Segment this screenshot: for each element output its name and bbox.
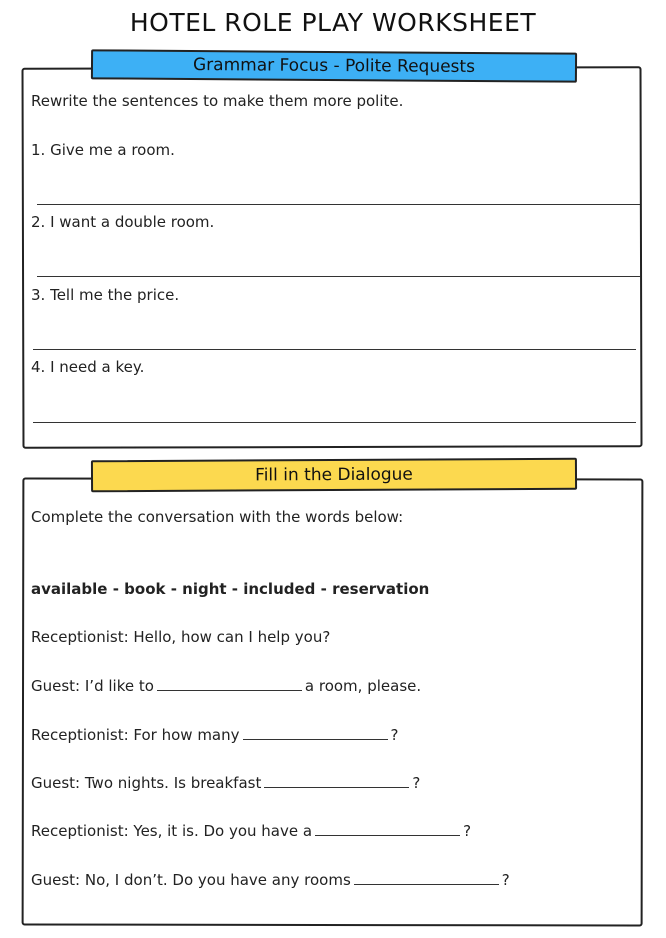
- grammar-item-2: 2. I want a double room.: [31, 213, 215, 231]
- dialogue-text-after: a room, please.: [304, 677, 422, 695]
- dialogue-section-box: [22, 477, 644, 926]
- dialogue-text: Guest: Two nights. Is breakfast: [31, 774, 262, 792]
- dialogue-text: Guest: No, I don’t. Do you have any rooms: [31, 871, 351, 889]
- grammar-item-4: 4. I need a key.: [31, 358, 145, 376]
- blank-line[interactable]: [354, 884, 499, 885]
- grammar-item-3: 3. Tell me the price.: [31, 286, 180, 304]
- dialogue-text: Guest: I’d like to: [31, 677, 154, 695]
- dialogue-text-after: ?: [390, 726, 399, 744]
- dialogue-text: Receptionist: For how many: [31, 726, 240, 744]
- dialogue-text: Receptionist: Hello, how can I help you?: [31, 628, 331, 646]
- grammar-item-1: 1. Give me a room.: [31, 141, 175, 159]
- blank-line[interactable]: [243, 739, 388, 740]
- dialogue-line-5: [31, 822, 471, 840]
- dialogue-line-3: [31, 726, 398, 744]
- blank-line[interactable]: [315, 835, 460, 836]
- dialogue-text: Receptionist: Yes, it is. Do you have a: [31, 822, 313, 840]
- dialogue-line-1: [31, 628, 330, 646]
- grammar-instruction: Rewrite the sentences to make them more polite.: [31, 92, 404, 110]
- dialogue-instruction: Complete the conversation with the words below:: [31, 508, 404, 526]
- answer-line-1[interactable]: [37, 204, 640, 205]
- grammar-section-banner: Grammar Focus - Polite Requests: [91, 49, 577, 82]
- word-bank: available - book - night - included - reservation: [31, 580, 430, 598]
- page-title: HOTEL ROLE PLAY WORKSHEET: [129, 8, 537, 37]
- blank-line[interactable]: [264, 787, 409, 788]
- dialogue-line-6: [31, 871, 510, 889]
- answer-line-2[interactable]: [37, 276, 640, 277]
- dialogue-text-after: ?: [463, 822, 472, 840]
- dialogue-line-4: [31, 774, 420, 792]
- answer-line-3[interactable]: [33, 349, 636, 350]
- dialogue-text-after: ?: [501, 871, 510, 889]
- answer-line-4[interactable]: [33, 422, 636, 423]
- dialogue-text-after: ?: [412, 774, 421, 792]
- grammar-section-box: [22, 66, 643, 449]
- dialogue-line-2: [31, 677, 421, 695]
- blank-line[interactable]: [157, 690, 302, 691]
- dialogue-section-banner: Fill in the Dialogue: [91, 458, 577, 493]
